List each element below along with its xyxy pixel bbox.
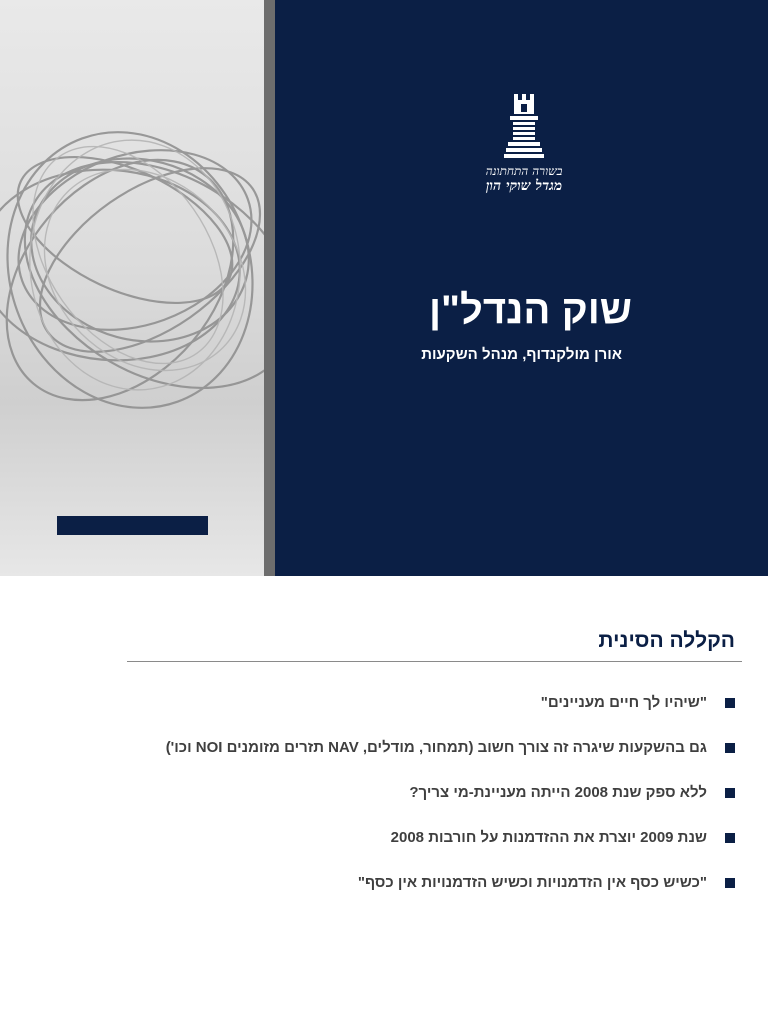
slide-title: הקללה הסינית — [598, 629, 735, 652]
list-item — [95, 783, 735, 828]
logo-name: מגדל שוקי הון — [485, 178, 563, 194]
bullet-text: גם בהשקעות שיגרה זה צורך חשוב (תמחור, מודלים, NAV תזרים מזומנים NOI וכו') — [165, 739, 707, 756]
content-slide — [0, 576, 768, 1024]
square-bullet-icon — [725, 698, 735, 708]
company-logo — [474, 94, 574, 204]
square-bullet-icon — [725, 788, 735, 798]
logo-tagline: בשורה התחתונה — [485, 164, 563, 178]
list-item — [95, 828, 735, 873]
title-divider — [127, 661, 742, 662]
accent-bar — [57, 516, 208, 535]
square-bullet-icon — [725, 833, 735, 843]
list-item — [95, 693, 735, 738]
list-item — [95, 738, 735, 783]
list-item — [95, 873, 735, 918]
bullet-text: שנת 2009 יוצרת את ההזדמנות על חורבות 2008 — [390, 829, 707, 846]
bullet-text: ללא ספק שנת 2008 הייתה מעניינת-מי צריך? — [409, 784, 707, 801]
presentation-title: שוק הנדל"ן — [428, 288, 632, 332]
square-bullet-icon — [725, 743, 735, 753]
square-bullet-icon — [725, 878, 735, 888]
bullet-text: "כשיש כסף אין הזדמנויות וכשיש הזדמנויות אין כסף" — [357, 874, 707, 891]
bullet-text: "שיהיו לך חיים מעניינים" — [540, 694, 707, 711]
presenter-subtitle: אורן מולקנדוף, מנהל השקעות — [421, 346, 622, 363]
tower-icon — [504, 94, 544, 162]
bullet-list — [95, 693, 735, 918]
